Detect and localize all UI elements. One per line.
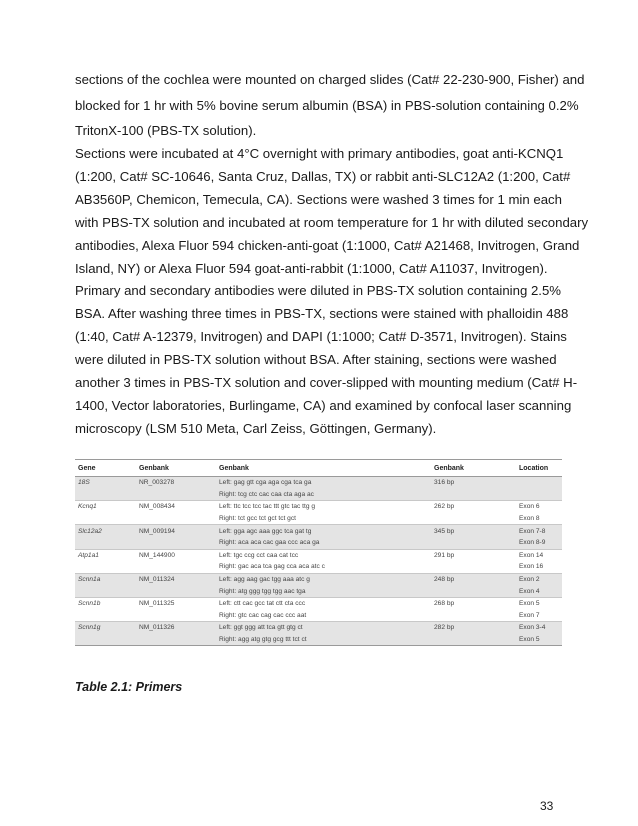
genbank-cell: NM_011326 — [136, 622, 216, 634]
primer-cell: Left: gga agc aaa ggc tca gat tg — [216, 525, 431, 537]
table-row — [75, 501, 562, 513]
primers-table — [75, 459, 562, 646]
text-line: sections of the cochlea were mounted on charged slides (Cat# 22-230-900, Fisher) and — [75, 72, 585, 87]
text-line: with PBS-TX solution and incubated at room temperature for 1 hr with diluted secondary — [75, 214, 589, 230]
location-cell: Exon 7-8 — [516, 525, 562, 537]
gene-cell: 18S — [75, 477, 136, 489]
primer-cell: Right: gtc cac cag cac ccc aat — [219, 611, 307, 619]
location-cell: Exon 5 — [516, 634, 562, 646]
genbank-cell — [136, 634, 216, 646]
table-caption — [75, 680, 182, 694]
size-cell — [431, 513, 516, 525]
table-row — [75, 585, 562, 597]
text-line: TritonX-100 (PBS-TX solution). — [75, 123, 257, 138]
location-cell — [516, 477, 562, 489]
table-header-row — [75, 460, 562, 477]
primer-cell: Left: gag gtt cga aga cga tca ga — [216, 477, 431, 489]
table-row — [75, 573, 562, 585]
gene-cell — [75, 561, 136, 573]
primers-table-figure — [75, 459, 562, 668]
genbank-cell — [136, 489, 216, 501]
table-row — [75, 561, 562, 573]
genbank-cell: NM_011325 — [136, 597, 216, 609]
gene-cell — [75, 634, 136, 646]
caption-lead: Table 2.1: — [75, 680, 133, 694]
table-row — [75, 525, 562, 537]
table-row — [75, 622, 562, 634]
text-line: 1400, Vector laboratories, Burlingame, CA) and examined by confocal laser scanning — [75, 397, 572, 413]
primer-cell: Left: ttc tcc tcc tac ttt gtc tac ttg g — [216, 501, 431, 513]
genbank-cell — [136, 513, 216, 525]
gene-cell: Kcnq1 — [75, 501, 136, 513]
text-line: antibodies, Alexa Fluor 594 chicken-anti-goat (1:1000, Cat# A21468, Invitrogen, Grand — [75, 237, 580, 253]
genbank-cell — [136, 537, 216, 549]
genbank-cell — [136, 585, 216, 597]
size-cell: 248 bp — [431, 573, 516, 585]
size-cell — [431, 585, 516, 597]
size-cell — [431, 634, 516, 646]
text-line: Island, NY) or Alexa Fluor 594 goat-anti-rabbit (1:1000, Cat# A11037, Invitrogen). — [75, 260, 548, 276]
primer-cell: Right: agg atg gtg gcg ttt tct ct — [216, 634, 431, 646]
header-primers: Genbank — [216, 460, 431, 477]
gene-cell: Slc12a2 — [75, 525, 136, 537]
header-gene: Gene — [75, 460, 136, 477]
gene-cell — [75, 585, 136, 597]
header-size: Genbank — [431, 460, 516, 477]
text-line: microscopy (LSM 510 Meta, Carl Zeiss, Göttingen, Germany). — [75, 420, 437, 436]
size-cell — [431, 489, 516, 501]
location-cell: Exon 6 — [516, 501, 562, 513]
location-cell: Exon 3-4 — [516, 622, 562, 634]
gene-cell — [75, 610, 136, 622]
location-cell: Exon 2 — [516, 573, 562, 585]
table-row — [75, 477, 562, 489]
genbank-cell — [136, 561, 216, 573]
genbank-cell: NM_009194 — [136, 525, 216, 537]
location-cell: Exon 7 — [519, 611, 540, 619]
text-line: (1:200, Cat# SC-10646, Santa Cruz, Dallas, TX) or rabbit anti-SLC12A2 (1:200, Cat# — [75, 168, 571, 184]
gene-cell: Atp1a1 — [75, 549, 136, 561]
size-cell — [431, 537, 516, 549]
location-cell: Exon 8-9 — [516, 537, 562, 549]
primer-cell: Left: ggt ggg att tca gtt gtg ct — [216, 622, 431, 634]
text-line: BSA. After washing three times in PBS-TX, sections were stained with phalloidin 488 — [75, 306, 569, 322]
text-line: (1:40, Cat# A-12379, Invitrogen) and DAPI (1:1000; Cat# D-3571, Invitrogen). Stains — [75, 329, 567, 345]
gene-cell: Scnn1a — [75, 573, 136, 585]
primer-cell: Right: tct gcc tct gct tct gct — [219, 515, 296, 523]
text-line: AB3560P, Chemicon, Temecula, CA). Sections were washed 3 times for 1 min each — [75, 191, 562, 207]
genbank-cell: NR_003278 — [136, 477, 216, 489]
text-line: Sections were incubated at 4°C overnight with primary antibodies, goat anti-KCNQ1 — [75, 146, 564, 161]
location-cell: Exon 5 — [516, 597, 562, 609]
size-cell: 291 bp — [431, 549, 516, 561]
primer-cell: Right: aca aca cac gaa ccc aca ga — [216, 537, 431, 549]
table-row — [75, 489, 562, 501]
caption-text: Primers — [132, 680, 183, 694]
gene-cell — [75, 489, 136, 501]
header-genbank: Genbank — [136, 460, 216, 477]
size-cell: 282 bp — [431, 622, 516, 634]
primer-cell: Left: ctt cac gcc tat ctt cta ccc — [216, 597, 431, 609]
text-line: blocked for 1 hr with 5% bovine serum albumin (BSA) in PBS-solution containing 0.2% — [75, 97, 579, 113]
table-row — [75, 513, 562, 525]
location-cell: Exon 14 — [516, 549, 562, 561]
primer-cell: Right: tcg ctc cac caa cta aga ac — [216, 489, 431, 501]
table-row — [75, 634, 562, 646]
primer-cell: Left: tgc ccg cct caa cat tcc — [216, 549, 431, 561]
size-cell: 345 bp — [431, 525, 516, 537]
size-cell: 316 bp — [431, 477, 516, 489]
genbank-cell: NM_144900 — [136, 549, 216, 561]
text-line: another 3 times in PBS-TX solution and cover-slipped with mounting medium (Cat# H- — [75, 375, 578, 390]
primer-cell: Right: gac aca tca gag cca aca atc c — [219, 563, 325, 571]
genbank-cell: NM_011324 — [136, 573, 216, 585]
gene-cell — [75, 537, 136, 549]
size-cell: 262 bp — [431, 501, 516, 513]
genbank-cell: NM_008434 — [136, 501, 216, 513]
table-row — [75, 597, 562, 609]
size-cell: 268 bp — [431, 597, 516, 609]
location-cell: Exon 4 — [516, 585, 562, 597]
gene-cell: Scnn1g — [75, 622, 136, 634]
primer-cell: Left: agg aag gac tgg aaa atc g — [216, 573, 431, 585]
location-cell: Exon 16 — [519, 563, 544, 571]
gene-cell: Scnn1b — [75, 597, 136, 609]
text-line: were diluted in PBS-TX solution without BSA. After staining, sections were washed — [75, 352, 557, 368]
page-number: 33 — [540, 799, 554, 813]
table-row — [75, 610, 562, 622]
genbank-cell — [136, 610, 216, 622]
header-location: Location — [516, 460, 562, 477]
gene-cell — [75, 513, 136, 525]
location-cell: Exon 8 — [519, 515, 540, 523]
text-line: Primary and secondary antibodies were diluted in PBS-TX solution containing 2.5% — [75, 283, 562, 299]
size-cell — [431, 561, 516, 573]
location-cell — [516, 489, 562, 501]
size-cell — [431, 610, 516, 622]
table-row — [75, 549, 562, 561]
table-row — [75, 537, 562, 549]
primer-cell: Right: atg ggg tgg tgg aac tga — [216, 585, 431, 597]
